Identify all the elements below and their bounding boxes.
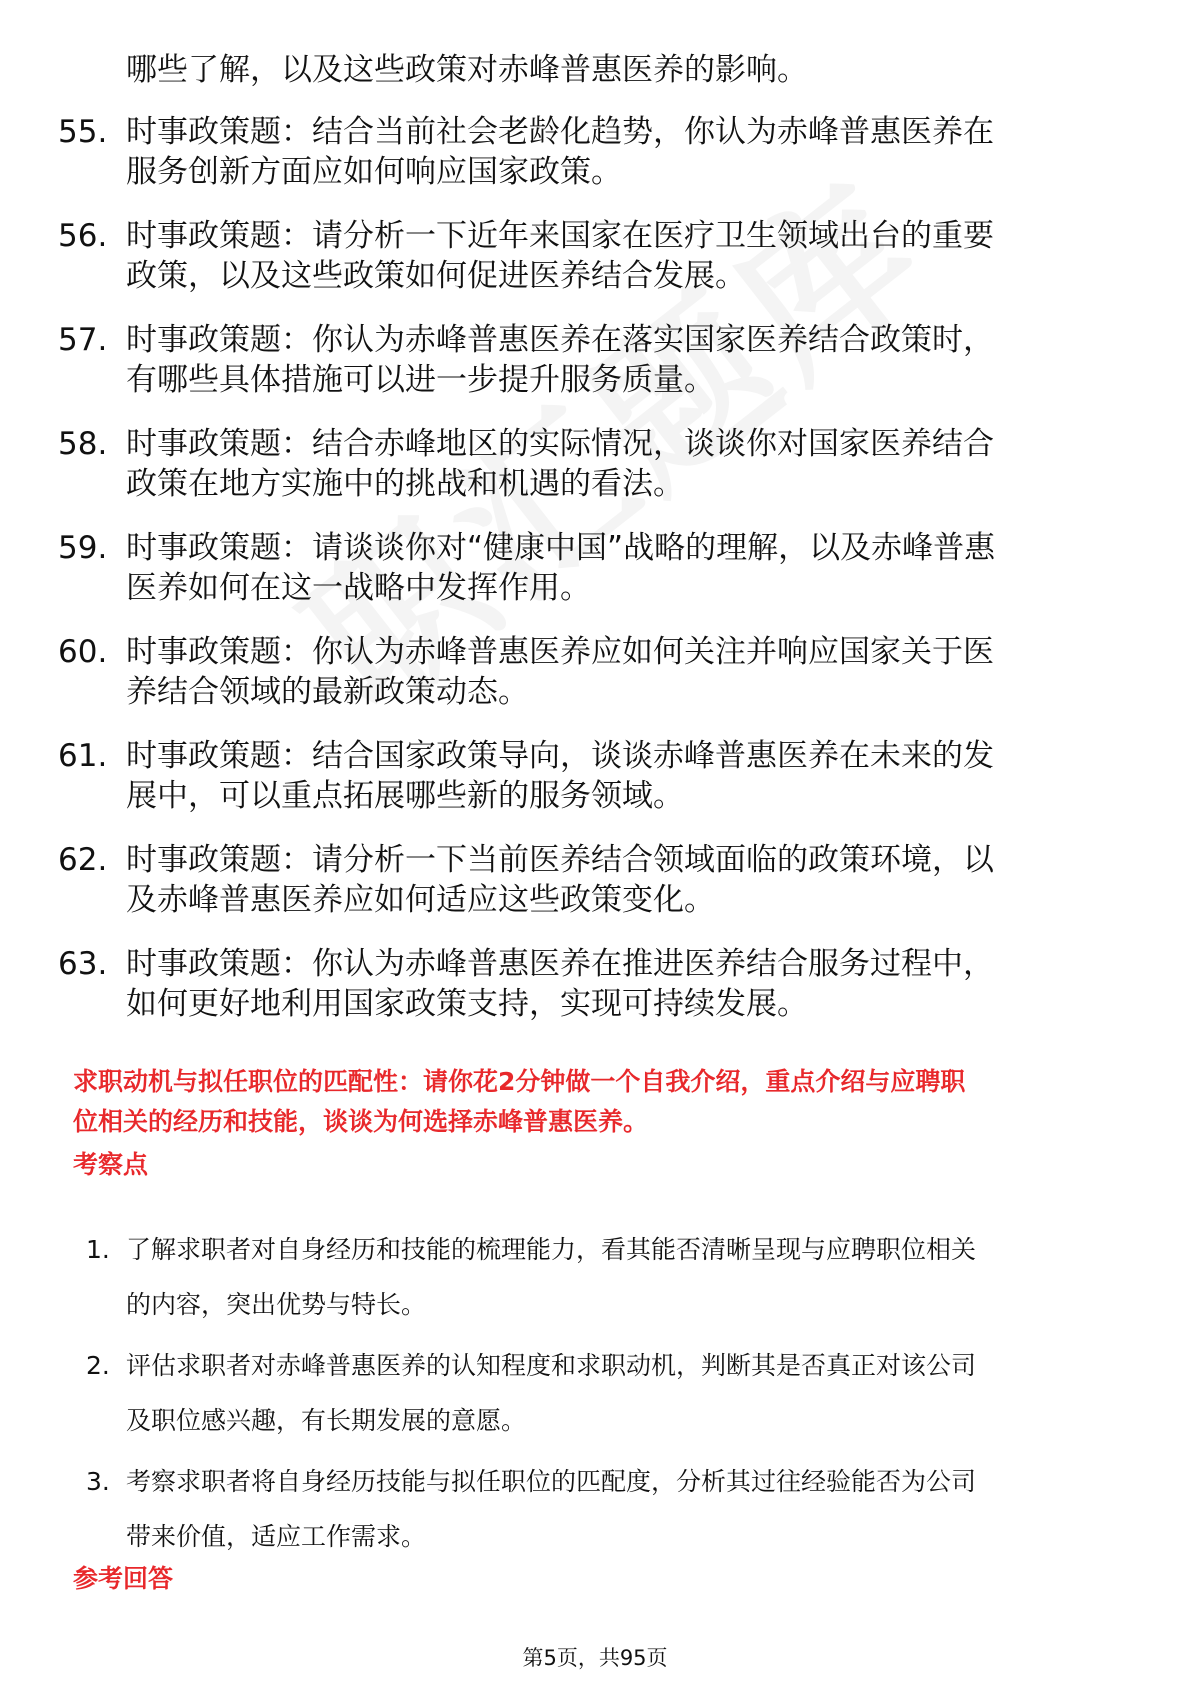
question-number: 60. — [58, 634, 108, 670]
exam-point-text-line: 的内容，突出优势与特长。 — [126, 1290, 427, 1319]
highlighted-question-line: 位相关的经历和技能，谈谈为何选择赤峰普惠医养。 — [73, 1107, 649, 1136]
exam-point-item — [86, 1338, 1136, 1448]
question-item — [58, 944, 1138, 1024]
question-number: 62. — [58, 842, 108, 878]
question-item — [58, 840, 1138, 920]
exam-point-text-line: 了解求职者对自身经历和技能的梳理能力，看其能否清晰呈现与应聘职位相关 — [126, 1235, 977, 1264]
question-text-line: 时事政策题：结合当前社会老龄化趋势，你认为赤峰普惠医养在 — [126, 114, 994, 150]
question-text-line: 及赤峰普惠医养应如何适应这些政策变化。 — [126, 882, 715, 918]
question-item — [58, 216, 1138, 296]
exam-point-text-line: 带来价值，适应工作需求。 — [126, 1522, 427, 1551]
question-text-line: 养结合领域的最新政策动态。 — [126, 674, 529, 710]
question-text-line: 时事政策题：请分析一下近年来国家在医疗卫生领域出台的重要 — [126, 218, 994, 254]
question-text-line: 时事政策题：结合国家政策导向，谈谈赤峰普惠医养在未来的发 — [126, 738, 994, 774]
continuation-line: 哪些了解，以及这些政策对赤峰普惠医养的影响。 — [126, 52, 808, 88]
question-text-line: 医养如何在这一战略中发挥作用。 — [126, 570, 591, 606]
question-item — [58, 320, 1138, 400]
reference-answer-heading: 参考回答 — [73, 1564, 174, 1593]
highlighted-question-line: 求职动机与拟任职位的匹配性：请你花2分钟做一个自我介绍，重点介绍与应聘职 — [73, 1067, 966, 1096]
exam-point-text-line: 评估求职者对赤峰普惠医养的认知程度和求职动机，判断其是否真正对该公司 — [126, 1351, 977, 1380]
exam-point-item — [86, 1222, 1136, 1332]
exam-point-number: 1. — [86, 1235, 110, 1264]
exam-point-number: 3. — [86, 1467, 110, 1496]
exam-points-list — [86, 1222, 1136, 1570]
question-item — [58, 736, 1138, 816]
exam-points-heading: 考察点 — [73, 1150, 149, 1179]
highlighted-question — [73, 1062, 1133, 1142]
question-text-line: 时事政策题：请谈谈你对“健康中国”战略的理解，以及赤峰普惠 — [126, 530, 996, 566]
question-item — [58, 112, 1138, 192]
question-text-line: 政策在地方实施中的挑战和机遇的看法。 — [126, 466, 684, 502]
exam-point-text-line: 及职位感兴趣，有长期发展的意愿。 — [126, 1406, 527, 1435]
question-text-line: 展中，可以重点拓展哪些新的服务领域。 — [126, 778, 684, 814]
exam-point-item — [86, 1454, 1136, 1564]
question-text-line: 有哪些具体措施可以进一步提升服务质量。 — [126, 362, 715, 398]
exam-point-number: 2. — [86, 1351, 110, 1380]
exam-point-text-line: 考察求职者将自身经历技能与拟任职位的匹配度，分析其过往经验能否为公司 — [126, 1467, 977, 1496]
question-item — [58, 632, 1138, 712]
question-text-line: 时事政策题：结合赤峰地区的实际情况，谈谈你对国家医养结合 — [126, 426, 994, 462]
question-number: 59. — [58, 530, 108, 566]
question-text-line: 时事政策题：你认为赤峰普惠医养在落实国家医养结合政策时， — [126, 322, 994, 358]
question-item — [58, 424, 1138, 504]
question-text-line: 服务创新方面应如何响应国家政策。 — [126, 154, 622, 190]
question-number: 58. — [58, 426, 108, 462]
question-text-line: 时事政策题：你认为赤峰普惠医养应如何关注并响应国家关于医 — [126, 634, 994, 670]
question-list — [58, 112, 1138, 1048]
page-footer: 第5页，共95页 — [522, 1646, 668, 1670]
question-number: 56. — [58, 218, 108, 254]
question-number: 61. — [58, 738, 108, 774]
question-text-line: 时事政策题：请分析一下当前医养结合领域面临的政策环境，以 — [126, 842, 994, 878]
question-item — [58, 528, 1138, 608]
question-text-line: 政策，以及这些政策如何促进医养结合发展。 — [126, 258, 746, 294]
question-number: 55. — [58, 114, 108, 150]
question-number: 63. — [58, 946, 108, 982]
question-text-line: 时事政策题：你认为赤峰普惠医养在推进医养结合服务过程中， — [126, 946, 994, 982]
question-number: 57. — [58, 322, 108, 358]
question-text-line: 如何更好地利用国家政策支持，实现可持续发展。 — [126, 986, 808, 1022]
